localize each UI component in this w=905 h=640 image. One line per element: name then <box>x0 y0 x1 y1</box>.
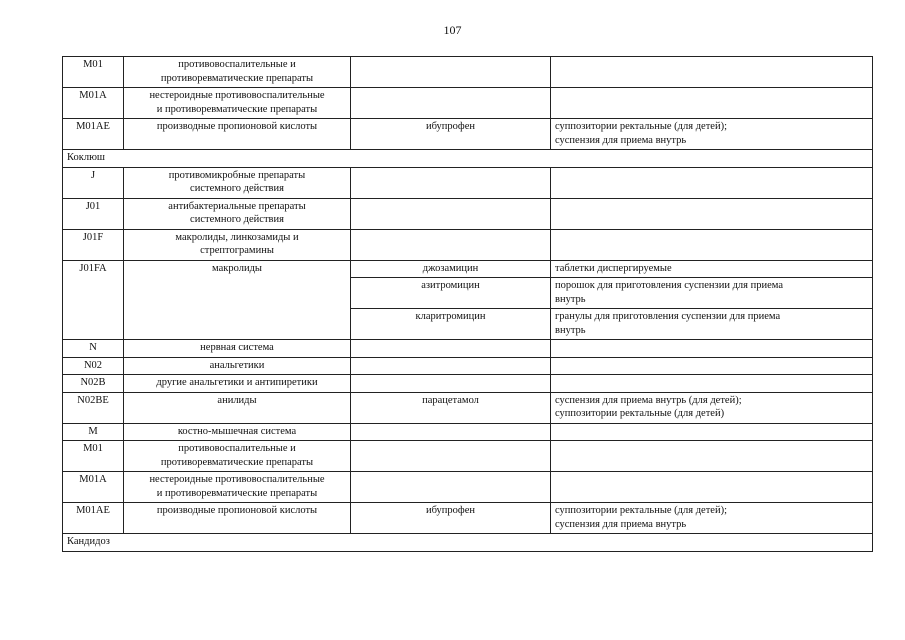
atc-group-cell <box>124 198 351 229</box>
drug-name-cell-line: ибупрофен <box>425 121 475 132</box>
drug-name-cell-line: парацетамол <box>422 394 479 406</box>
atc-code-cell <box>63 119 124 150</box>
atc-group-cell <box>124 340 351 358</box>
medication-table <box>62 56 873 552</box>
atc-code-cell <box>63 198 124 229</box>
dosage-form-cell <box>551 392 873 423</box>
atc-code-cell <box>63 340 124 358</box>
atc-group-cell-line: производные пропионовой кислоты <box>156 505 318 516</box>
atc-group-cell-line: противоревматические препараты <box>160 72 314 84</box>
atc-code-cell <box>63 357 124 375</box>
table-row <box>63 503 873 534</box>
dosage-form-cell <box>551 472 873 503</box>
drug-name-cell <box>351 375 551 393</box>
atc-group-cell-line: макролиды <box>212 262 262 274</box>
dosage-form-cell <box>551 57 873 88</box>
dosage-form-cell-line: суппозитории ректальные (для детей); <box>555 505 727 516</box>
atc-group-cell-line: противовоспалительные и <box>178 443 296 454</box>
atc-group-cell-line: анальгетики <box>209 359 265 371</box>
atc-code-cell-line: M01A <box>79 90 107 101</box>
dosage-form-cell <box>551 340 873 358</box>
dosage-form-cell-line: порошок для приготовления суспензии для приема <box>555 280 783 291</box>
drug-name-cell <box>351 278 551 309</box>
atc-code-cell <box>63 57 124 88</box>
atc-group-cell-line: стрептограмины <box>200 245 274 256</box>
drug-name-cell <box>351 340 551 358</box>
atc-code-cell-line: M01 <box>83 443 103 454</box>
atc-group-cell <box>124 260 351 340</box>
dosage-form-cell-line: внутрь <box>555 324 586 336</box>
atc-code-cell <box>63 441 124 472</box>
atc-group-cell-line: макролиды, линкозамиды и <box>175 231 299 243</box>
atc-group-cell <box>124 357 351 375</box>
drug-name-cell <box>351 357 551 375</box>
table-row <box>63 229 873 260</box>
dosage-form-cell <box>551 260 873 278</box>
atc-code-cell-line: M01 <box>83 59 103 70</box>
atc-group-cell-line: противомикробные препараты <box>168 169 306 181</box>
atc-code-cell-line: N <box>89 342 97 353</box>
section-title: Кандидоз <box>63 534 873 552</box>
drug-name-cell <box>351 503 551 534</box>
drug-name-cell <box>351 260 551 278</box>
drug-name-cell-line: ибупрофен <box>425 505 475 516</box>
drug-name-cell <box>351 392 551 423</box>
atc-code-cell-line: J01F <box>82 231 104 243</box>
atc-code-cell-line: J01FA <box>79 262 107 274</box>
drug-name-cell <box>351 441 551 472</box>
table-row <box>63 198 873 229</box>
dosage-form-cell <box>551 503 873 534</box>
atc-code-cell-line: N02 <box>83 359 103 371</box>
atc-group-cell <box>124 472 351 503</box>
dosage-form-cell <box>551 278 873 309</box>
atc-code-cell <box>63 260 124 340</box>
dosage-form-cell <box>551 119 873 150</box>
atc-group-cell-line: противоревматические препараты <box>160 456 314 468</box>
drug-name-cell <box>351 198 551 229</box>
table-row <box>63 57 873 88</box>
dosage-form-cell-line: гранулы для приготовления суспензии для приема <box>555 311 781 322</box>
drug-name-cell <box>351 88 551 119</box>
atc-code-cell-line: J01 <box>85 200 101 212</box>
dosage-form-cell-line: суспензия для приема внутрь <box>555 518 687 530</box>
atc-group-cell-line: нервная система <box>200 342 274 353</box>
atc-group-cell-line: другие анальгетики и антипиретики <box>156 377 318 388</box>
section-row <box>63 534 873 552</box>
page-number: 107 <box>443 23 462 37</box>
table-row <box>63 441 873 472</box>
atc-group-cell-line: системного действия <box>190 183 284 194</box>
atc-code-cell <box>63 167 124 198</box>
table-row <box>63 260 873 278</box>
dosage-form-cell <box>551 229 873 260</box>
drug-name-cell <box>351 309 551 340</box>
atc-group-cell-line: и противоревматические препараты <box>156 487 318 499</box>
atc-group-cell <box>124 167 351 198</box>
atc-group-cell-line: и противоревматические препараты <box>156 103 318 115</box>
drug-name-cell <box>351 423 551 441</box>
atc-code-cell <box>63 503 124 534</box>
atc-group-cell <box>124 423 351 441</box>
drug-name-cell <box>351 167 551 198</box>
dosage-form-cell-line: таблетки диспергируемые <box>555 262 672 274</box>
atc-group-cell <box>124 88 351 119</box>
dosage-form-cell <box>551 423 873 441</box>
atc-code-cell <box>63 88 124 119</box>
dosage-form-cell-line: внутрь <box>555 293 586 305</box>
atc-group-cell <box>124 229 351 260</box>
drug-name-cell <box>351 472 551 503</box>
atc-group-cell <box>124 503 351 534</box>
table-row <box>63 472 873 503</box>
dosage-form-cell-line: суппозитории ректальные (для детей) <box>555 408 725 419</box>
atc-group-cell <box>124 375 351 393</box>
atc-group-cell <box>124 392 351 423</box>
atc-group-cell-line: противовоспалительные и <box>178 59 296 70</box>
atc-code-cell <box>63 392 124 423</box>
atc-code-cell-line: M01A <box>79 474 107 485</box>
atc-group-cell-line: костно-мышечная система <box>177 425 297 437</box>
section-row <box>63 150 873 168</box>
atc-group-cell-line: антибактериальные препараты <box>168 200 306 212</box>
drug-name-cell <box>351 119 551 150</box>
atc-code-cell-line: M01AE <box>76 505 110 516</box>
dosage-form-cell <box>551 167 873 198</box>
table-row <box>63 375 873 393</box>
dosage-form-cell <box>551 375 873 393</box>
dosage-form-cell <box>551 88 873 119</box>
section-title: Коклюш <box>63 150 873 168</box>
medication-table-body <box>63 57 873 552</box>
atc-code-cell <box>63 229 124 260</box>
table-row <box>63 119 873 150</box>
dosage-form-cell <box>551 357 873 375</box>
drug-name-cell-line: кларитромицин <box>415 311 486 322</box>
dosage-form-cell-line: суспензия для приема внутрь <box>555 134 687 146</box>
atc-code-cell-line: N02BE <box>77 394 109 406</box>
table-row <box>63 167 873 198</box>
atc-code-cell-line: J <box>90 169 96 181</box>
atc-code-cell-line: N02B <box>80 377 106 388</box>
atc-code-cell-line: M <box>88 425 98 437</box>
atc-group-cell-line: анилиды <box>217 394 257 406</box>
dosage-form-cell <box>551 441 873 472</box>
table-row <box>63 88 873 119</box>
atc-group-cell-line: нестероидные противовоспалительные <box>149 474 325 485</box>
atc-code-cell-line: M01AE <box>76 121 110 132</box>
drug-name-cell-line: джозамицин <box>422 262 479 274</box>
atc-code-cell <box>63 472 124 503</box>
atc-group-cell-line: системного действия <box>190 214 284 225</box>
drug-name-cell <box>351 57 551 88</box>
table-row <box>63 340 873 358</box>
atc-group-cell <box>124 441 351 472</box>
table-row <box>63 423 873 441</box>
dosage-form-cell <box>551 198 873 229</box>
atc-group-cell <box>124 57 351 88</box>
table-row <box>63 357 873 375</box>
drug-name-cell <box>351 229 551 260</box>
atc-code-cell <box>63 375 124 393</box>
atc-group-cell-line: производные пропионовой кислоты <box>156 121 318 132</box>
dosage-form-cell-line: суппозитории ректальные (для детей); <box>555 121 727 132</box>
dosage-form-cell-line: суспензия для приема внутрь (для детей); <box>555 394 742 406</box>
table-row <box>63 392 873 423</box>
drug-name-cell-line: азитромицин <box>421 280 480 291</box>
dosage-form-cell <box>551 309 873 340</box>
atc-group-cell <box>124 119 351 150</box>
atc-group-cell-line: нестероидные противовоспалительные <box>149 90 325 101</box>
atc-code-cell <box>63 423 124 441</box>
